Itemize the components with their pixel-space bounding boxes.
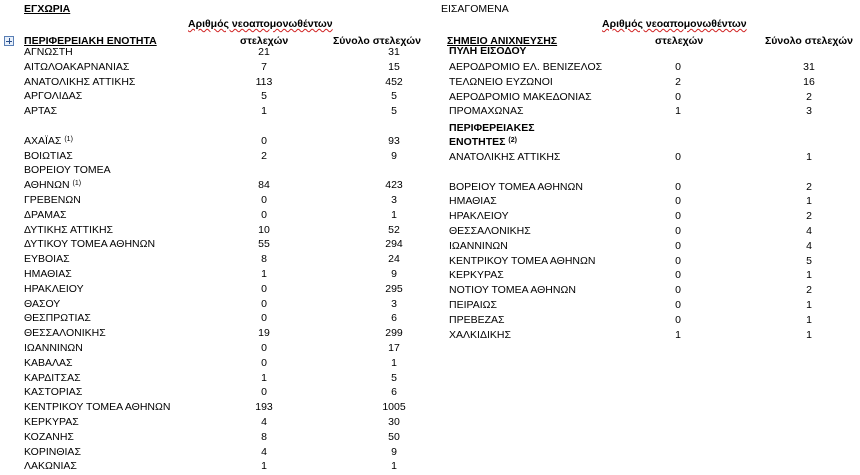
- new-isolates-value: 0: [261, 356, 267, 369]
- new-isolates-value: 0: [675, 195, 681, 208]
- region-name: ΚΕΝΤΡΙΚΟΥ ΤΟΜΕΑ ΑΘΗΝΩΝ: [449, 254, 596, 267]
- region-name: ΠΡΟΜΑΧΩΝΑΣ: [449, 105, 524, 118]
- region-name: ΒΟΡΕΙΟΥ ΤΟΜΕΑ ΑΘΗΝΩΝ: [449, 180, 583, 193]
- right-point-header: ΣΗΜΕΙΟ ΑΝΙΧΝΕΥΣΗΣ: [447, 35, 558, 47]
- right-total-header: Σύνολο στελεχών: [765, 35, 853, 47]
- region-name: ΚΟΖΑΝΗΣ: [24, 430, 74, 443]
- region-name: ΚΑΣΤΟΡΙΑΣ: [24, 386, 83, 399]
- total-strains-value: 1: [806, 299, 812, 311]
- total-strains-value: 4: [806, 225, 812, 237]
- region-name: ΑΙΤΩΛΟΑΚΑΡΝΑΝΙΑΣ: [24, 60, 130, 73]
- new-isolates-value: 1: [261, 460, 267, 473]
- region-name: ΑΡΓΟΛΙΔΑΣ: [24, 90, 83, 103]
- region-name: ΧΑΛΚΙΔΙΚΗΣ: [449, 328, 511, 341]
- new-isolates-value: 0: [261, 342, 267, 354]
- new-isolates-value: 8: [261, 253, 267, 266]
- new-isolates-value: 1: [261, 371, 267, 384]
- new-isolates-value: 0: [261, 194, 267, 206]
- region-name: ΤΕΛΩΝΕΙΟ ΕΥΖΩΝΟΙ: [449, 75, 553, 88]
- total-strains-value: 2: [806, 284, 812, 297]
- region-name: ΔΥΤΙΚΟΥ ΤΟΜΕΑ ΑΘΗΝΩΝ: [24, 238, 156, 251]
- left-new-isolates-header: Αριθμός νεοαπομονωθέντων: [188, 18, 333, 30]
- region-name: ΙΩΑΝΝΙΝΩΝ: [449, 239, 508, 252]
- region-name: ΗΡΑΚΛΕΙΟΥ: [24, 282, 84, 295]
- region-name: ΚΟΡΙΝΘΙΑΣ: [24, 445, 81, 458]
- new-isolates-value: 0: [675, 239, 681, 252]
- total-strains-value: 4: [806, 239, 812, 252]
- region-name: ΚΑΒΑΛΑΣ: [24, 356, 73, 369]
- region-name: ΚΕΡΚΥΡΑΣ: [449, 269, 504, 282]
- new-isolates-value: 10: [258, 223, 270, 236]
- total-strains-value: 30: [388, 416, 400, 428]
- right-new-isolates-header: Αριθμός νεοαπομονωθέντων: [602, 18, 747, 30]
- total-strains-value: 1: [391, 460, 397, 473]
- region-name: ΒΟΡΕΙΟΥ ΤΟΜΕΑ: [24, 164, 111, 177]
- entry-gate-section: ΠΥΛΗ ΕΙΣΟΔΟΥ: [449, 45, 527, 57]
- region-name: ΗΜΑΘΙΑΣ: [449, 195, 497, 208]
- left-new-isolates-header-line2: στελεχών: [240, 35, 289, 47]
- region-name: ΑΘΗΝΩΝ $^{(1)}$: [24, 179, 82, 192]
- total-strains-value: 5: [806, 254, 812, 267]
- region-name: ΝΟΤΙΟΥ ΤΟΜΕΑ ΑΘΗΝΩΝ: [449, 284, 576, 297]
- right-new-isolates-header-line2: στελεχών: [655, 35, 704, 47]
- new-isolates-value: 0: [675, 90, 681, 103]
- region-name: ΛΑΚΩΝΙΑΣ: [24, 460, 77, 473]
- total-strains-value: 24: [388, 253, 400, 266]
- new-isolates-value: 7: [261, 60, 267, 73]
- new-isolates-value: 4: [261, 416, 267, 428]
- region-name: ΠΡΕΒΕΖΑΣ: [449, 313, 505, 326]
- total-strains-value: 1: [806, 195, 812, 208]
- total-strains-value: 3: [391, 297, 397, 310]
- regional-section-line1: ΠΕΡΙΦΕΡΕΙΑΚΕΣ: [449, 122, 535, 134]
- new-isolates-value: 4: [261, 445, 267, 458]
- domestic-title: ΕΓΧΩΡΙΑ: [24, 3, 71, 15]
- region-name: ΚΑΡΔΙΤΣΑΣ: [24, 371, 81, 384]
- new-isolates-value: 0: [261, 386, 267, 399]
- region-name: ΔΥΤΙΚΗΣ ΑΤΤΙΚΗΣ: [24, 223, 114, 236]
- new-isolates-value: 0: [261, 134, 267, 147]
- total-strains-value: 52: [388, 223, 400, 236]
- new-isolates-value: 0: [675, 180, 681, 193]
- total-strains-value: 9: [391, 268, 397, 280]
- total-strains-value: 2: [806, 180, 812, 193]
- region-name: ΑΕΡΟΔΡΟΜΙΟ ΕΛ. ΒΕΝΙΖΕΛΟΣ: [449, 61, 603, 73]
- new-isolates-value: 0: [675, 225, 681, 237]
- new-isolates-value: 21: [258, 46, 270, 58]
- region-name: ΚΕΡΚΥΡΑΣ: [24, 416, 79, 428]
- footnote-ref: (1): [72, 180, 82, 188]
- new-isolates-value: 0: [261, 208, 267, 221]
- total-strains-value: 1: [806, 151, 812, 163]
- region-name: ΑΝΑΤΟΛΙΚΗΣ ΑΤΤΙΚΗΣ: [449, 151, 561, 163]
- total-strains-value: 6: [391, 386, 397, 399]
- new-isolates-value: 0: [675, 284, 681, 297]
- total-strains-value: 1: [391, 208, 397, 221]
- region-name: ΙΩΑΝΝΙΝΩΝ: [24, 342, 83, 354]
- new-isolates-value: 0: [261, 312, 267, 325]
- new-isolates-value: 0: [675, 313, 681, 326]
- new-isolates-value: 1: [675, 105, 681, 118]
- total-strains-value: 1005: [382, 401, 406, 414]
- total-strains-value: 3: [391, 194, 397, 206]
- total-strains-value: 50: [388, 430, 400, 443]
- left-total-header: Σύνολο στελεχών: [333, 35, 421, 47]
- new-isolates-value: 55: [258, 238, 270, 251]
- total-strains-value: 299: [385, 327, 403, 340]
- new-isolates-value: 1: [261, 268, 267, 280]
- region-name: ΑΕΡΟΔΡΟΜΙΟ ΜΑΚΕΔΟΝΙΑΣ: [449, 90, 592, 103]
- total-strains-value: 5: [391, 90, 397, 103]
- region-name: ΘΕΣΣΑΛΟΝΙΚΗΣ: [449, 225, 531, 237]
- region-name: ΕΥΒΟΙΑΣ: [24, 253, 70, 266]
- total-strains-value: 31: [388, 46, 400, 58]
- region-name: ΠΕΙΡΑΙΩΣ: [449, 299, 497, 311]
- total-strains-value: 17: [388, 342, 400, 354]
- total-strains-value: 5: [391, 371, 397, 384]
- region-name: ΑΝΑΤΟΛΙΚΗΣ ΑΤΤΙΚΗΣ: [24, 75, 136, 88]
- new-isolates-value: 8: [261, 430, 267, 443]
- total-strains-value: 2: [806, 210, 812, 223]
- region-name: ΚΕΝΤΡΙΚΟΥ ΤΟΜΕΑ ΑΘΗΝΩΝ: [24, 401, 171, 414]
- new-isolates-value: 0: [675, 269, 681, 282]
- total-strains-value: 1: [806, 328, 812, 341]
- total-strains-value: 1: [806, 313, 812, 326]
- total-strains-value: 5: [391, 105, 397, 118]
- region-name: ΗΜΑΘΙΑΣ: [24, 268, 72, 280]
- total-strains-value: 31: [803, 61, 815, 73]
- total-strains-value: 423: [385, 179, 403, 192]
- total-strains-value: 16: [803, 75, 815, 88]
- region-name: ΘΑΣΟΥ: [24, 297, 61, 310]
- new-isolates-value: 0: [675, 254, 681, 267]
- total-strains-value: 452: [385, 75, 403, 88]
- region-name: ΓΡΕΒΕΝΩΝ: [24, 194, 81, 206]
- new-isolates-value: 2: [261, 149, 267, 162]
- total-strains-value: 1: [391, 356, 397, 369]
- new-isolates-value: 0: [675, 210, 681, 223]
- region-name: ΘΕΣΣΑΛΟΝΙΚΗΣ: [24, 327, 106, 340]
- region-name: ΑΓΝΩΣΤΗ: [24, 46, 73, 58]
- region-name: ΒΟΙΩΤΙΑΣ: [24, 149, 73, 162]
- total-strains-value: 295: [385, 282, 403, 295]
- new-isolates-value: 0: [675, 61, 681, 73]
- new-isolates-value: 1: [261, 105, 267, 118]
- total-strains-value: 15: [388, 60, 400, 73]
- new-isolates-value: 0: [675, 299, 681, 311]
- region-name: ΔΡΑΜΑΣ: [24, 208, 67, 221]
- region-name: ΗΡΑΚΛΕΙΟΥ: [449, 210, 509, 223]
- total-strains-value: 9: [391, 149, 397, 162]
- total-strains-value: 2: [806, 90, 812, 103]
- new-isolates-value: 113: [255, 75, 273, 88]
- new-isolates-value: 2: [675, 75, 681, 88]
- total-strains-value: 1: [806, 269, 812, 282]
- new-isolates-value: 0: [261, 297, 267, 310]
- new-isolates-value: 5: [261, 90, 267, 103]
- new-isolates-value: 193: [255, 401, 273, 414]
- footnote-ref: (1): [64, 135, 73, 143]
- region-name: ΑΧΑΪΑΣ $^{(1)}$: [24, 134, 73, 147]
- regional-section-line2: ΕΝΟΤΗΤΕΣ $^{(2)}$: [449, 136, 517, 148]
- imported-title: ΕΙΣΑΓΟΜΕΝΑ: [441, 3, 509, 15]
- new-isolates-value: 84: [258, 179, 270, 192]
- total-strains-value: 93: [388, 134, 400, 147]
- new-isolates-value: 19: [258, 327, 270, 340]
- table-select-handle[interactable]: [4, 36, 14, 46]
- region-name: ΘΕΣΠΡΩΤΙΑΣ: [24, 312, 91, 325]
- new-isolates-value: 1: [675, 328, 681, 341]
- total-strains-value: 294: [385, 238, 403, 251]
- new-isolates-value: 0: [261, 282, 267, 295]
- region-name: ΑΡΤΑΣ: [24, 105, 58, 118]
- total-strains-value: 9: [391, 445, 397, 458]
- new-isolates-value: 0: [675, 151, 681, 163]
- total-strains-value: 3: [806, 105, 812, 118]
- total-strains-value: 6: [391, 312, 397, 325]
- left-region-header: ΠΕΡΙΦΕΡΕΙΑΚΗ ΕΝΟΤΗΤΑ: [24, 35, 157, 47]
